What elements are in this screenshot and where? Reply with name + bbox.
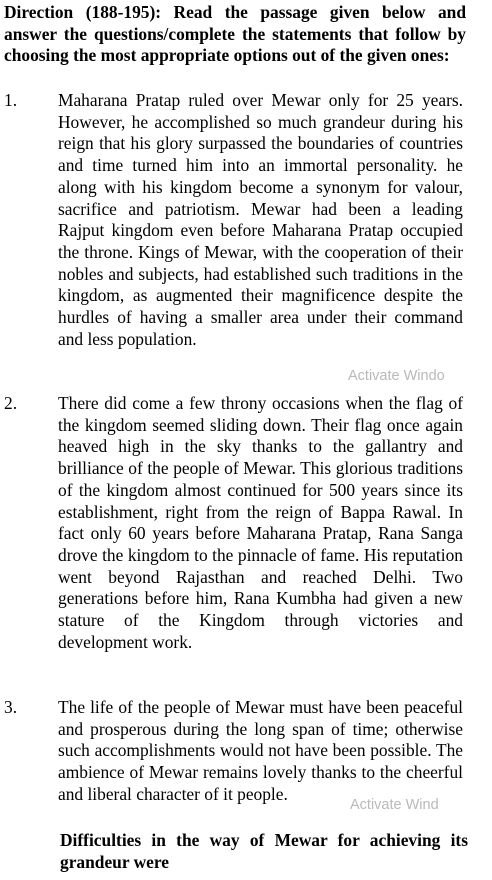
question-stem: Difficulties in the way of Mewar for achieving its grandeur were	[60, 830, 468, 872]
activate-windows-watermark-1: Activate Windo	[348, 368, 445, 384]
paragraph-number-3: 3.	[4, 697, 18, 717]
direction-heading: Direction (188-195): Read the passage given below and answer the questions/complete the statements that follow by choosing the most appropriate options out of the given ones:	[4, 2, 466, 66]
paragraph-text-3: The life of the people of Mewar must have been peaceful and prosperous during the long span of time; otherwise such accomplishments would not have been possible. The ambience of Mewar remains lovely thanks to the cheerful and liberal character of it people.	[58, 697, 463, 804]
paragraph-number-2: 2.	[4, 393, 18, 413]
paragraph-number-1: 1.	[4, 90, 18, 110]
paragraph-text-2: There did come a few throny occasions when the flag of the kingdom seemed sliding down. Their flag once again heaved high in the sky thanks to the gallantry and brilliance of the people of Mewar. This glorious traditions of the kingdom almost continued for 500 years since its establishment, right from the reign of Bappa Rawal. In fact only 60 years before Maharana Pratap, Rana Sanga drove the kingdom to the pinnacle of fame. His reputation went beyond Rajasthan and reached Delhi. Two generations before him, Rana Kumbha had given a new stature of the Kingdom through victories and development work.	[58, 393, 463, 652]
activate-windows-watermark-2: Activate Wind	[350, 797, 439, 813]
paragraph-text-1: Maharana Pratap ruled over Mewar only for 25 years. However, he accomplished so much grandeur during his reign that his glory surpassed the boundaries of countries and time turned him into an immortal personality. he along with his kingdom become a synonym for valour, sacrifice and patriotism. Mewar had been a leading Rajput kingdom even before Maharana Pratap occupied the throne. Kings of Mewar, with the cooperation of their nobles and subjects, had established such traditions in the kingdom, as augmented their magnificence despite the hurdles of having a smaller area under their command and less population.	[58, 90, 463, 349]
